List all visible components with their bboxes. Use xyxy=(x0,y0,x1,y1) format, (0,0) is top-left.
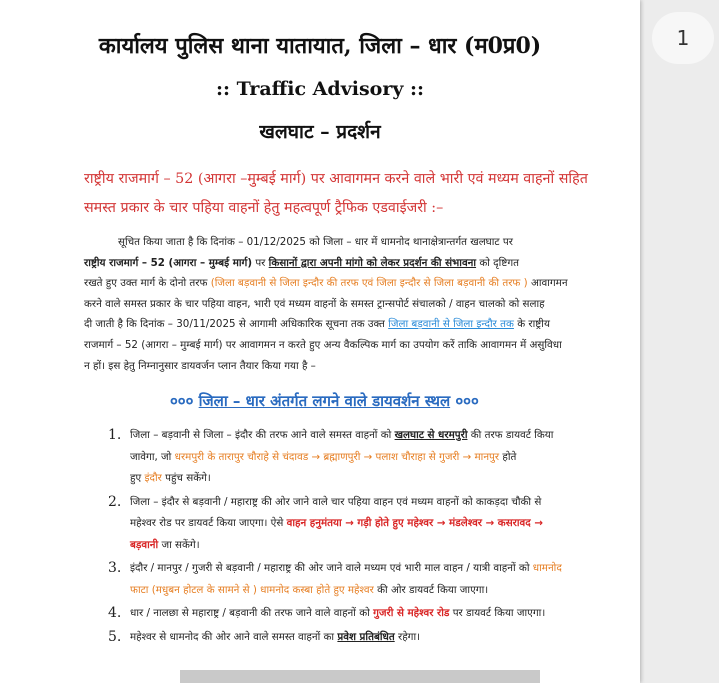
protest-notice: किसानों द्वारा अपनी मांगो को लेकर प्रदर्शन की संभावना xyxy=(268,256,477,269)
item-text: की ओर डायवर्ट किया जाएगा। xyxy=(373,583,489,596)
paragraph-text: सूचित किया जाता है कि दिनांक – 01/12/2025 को जिला – धार में धामनोद थानाक्षेत्रान्तर्गत खलघाट पर xyxy=(118,236,513,248)
item-line xyxy=(130,535,638,557)
list-item xyxy=(108,603,638,625)
item-text: होते xyxy=(499,450,517,463)
item-text: पर डायवर्ट किया जाएगा। xyxy=(449,607,546,619)
lead-statement xyxy=(84,165,628,223)
paragraph-text: को दृष्टिगत xyxy=(476,256,519,269)
item-line xyxy=(130,580,638,602)
route-highlight: वाहन हनुमंतया → गड़ी होते हुए महेश्वर → मंडलेश्वर → कसरावद → xyxy=(286,517,543,529)
item-text: की तरफ डायवर्ट किया xyxy=(467,429,554,441)
list-item xyxy=(108,627,638,649)
heading-ornament: ००० xyxy=(455,392,479,410)
list-item xyxy=(108,492,638,557)
item-line xyxy=(130,492,638,514)
paragraph-text: न हों। इस हेतु निम्नानुसार डायवर्जन प्लान तैयार किया गया है – xyxy=(84,359,316,372)
item-text: जावेगा, जो xyxy=(130,450,175,463)
affected-stretch: जिला बड़वानी से जिला इन्दौर तक xyxy=(388,318,514,331)
paragraph-line xyxy=(84,253,630,274)
paragraph-text: रखते हुए उक्त मार्ग के दोनो तरफ xyxy=(84,277,211,290)
item-text: महेश्वर रोड पर डायवर्ट किया जाएगा। ऐसे xyxy=(130,517,287,529)
office-title: कार्यालय पुलिस थाना यातायात, जिला – धार (म0प्र0) xyxy=(98,33,542,59)
item-text: जा सकेंगे। xyxy=(158,538,200,551)
route-highlight: धामनोद xyxy=(532,562,562,574)
paragraph-text: दी जाती है कि दिनांक – 30/11/2025 से आगामी अधिकारिक सूचना तक उक्त xyxy=(84,318,389,331)
paragraph-line xyxy=(84,356,630,377)
item-line xyxy=(130,513,638,535)
paragraph-line xyxy=(84,335,630,356)
page-number-badge: 1 xyxy=(652,12,714,64)
paragraph-text: राजमार्ग – 52 (आगरा – मुम्बई मार्ग) पर आवागमन न करते हुए अन्य वैकल्पिक मार्ग का उपयोग करें ताकि आवागमन में असुविधा xyxy=(84,338,562,351)
item-number: 4. xyxy=(108,605,122,621)
item-line xyxy=(130,603,638,625)
item-number: 1. xyxy=(108,427,122,443)
route-highlight: इंदौर xyxy=(144,472,162,484)
item-line xyxy=(130,447,638,469)
item-text: महेश्वर से धामनोद की ओर आने वाले समस्त वाहनों का xyxy=(130,630,338,643)
item-line xyxy=(130,468,638,490)
heading-ornament: ००० xyxy=(170,392,194,410)
route-highlight: फाटा (मधुबन होटल के सामने से ) धामनोद कस्बा होते हुए महेश्वर xyxy=(130,583,374,596)
diversion-list xyxy=(108,425,638,650)
item-line xyxy=(130,558,638,580)
item-number: 2. xyxy=(108,493,122,510)
route-highlight: खलघाट से धरमपुरी xyxy=(394,429,468,441)
advisory-heading: :: Traffic Advisory :: xyxy=(215,78,425,100)
entry-banned: प्रवेश प्रतिबंधित xyxy=(337,630,395,643)
paragraph-text: आवागमन xyxy=(527,277,568,290)
heading-text: जिला – धार अंतर्गत लगने वाले डायवर्शन स्थल xyxy=(198,392,451,410)
route-highlight: गुजरी से महेश्वर रोड xyxy=(373,607,450,619)
item-text: इंदौर / मानपुर / गुजरी से बड़वानी / महाराष्ट्र की ओर जाने वाले मध्यम एवं भारी माल वाहन / यात्री वाहनों को xyxy=(130,562,533,574)
highway-name: राष्ट्रीय राजमार्ग – 52 (आगरा – मुम्बई मार्ग) xyxy=(84,256,253,269)
item-text: जिला – बड़वानी से जिला – इंदौर की तरफ आने वाले समस्त वाहनों को xyxy=(130,429,395,441)
notice-paragraph xyxy=(84,232,630,376)
item-text: धार / नालछा से महाराष्ट्र / बड़वानी की तरफ जाने वाले वाहनों को xyxy=(130,607,374,619)
item-line xyxy=(130,425,638,447)
item-number: 3. xyxy=(108,560,122,576)
lead-line: समस्त प्रकार के चार पहिया वाहनों हेतु महत्वपूर्ण ट्रैफिक एडवाईजरी :– xyxy=(84,200,444,216)
diversion-heading xyxy=(170,391,479,411)
lead-line: राष्ट्रीय राजमार्ग – 52 (आगरा –मुम्बई मार्ग) पर आवागमन करने वाले भारी एवं मध्यम वाहनों सहित xyxy=(84,171,588,187)
paragraph-line xyxy=(84,273,630,294)
route-highlight: बड़वानी xyxy=(130,538,159,551)
list-item xyxy=(108,558,638,601)
item-text: हुए xyxy=(130,472,145,484)
route-highlight: धरमपुरी के तारापुर चौराहे से चंदावड → ब्रह्माणपुरी → पलाश चौराहा से गुजरी → मानपुर xyxy=(174,450,500,463)
subject-heading: खलघाट – प्रदर्शन xyxy=(259,121,381,143)
horizontal-scrollbar[interactable] xyxy=(180,670,540,683)
direction-note: (जिला बड़वानी से जिला इन्दौर की तरफ एवं जिला इन्दौर से जिला बड़वानी की तरफ ) xyxy=(210,277,528,290)
paragraph-line xyxy=(84,232,630,253)
item-text: जिला – इंदौर से बड़वानी / महाराष्ट्र की ओर जाने वाले चार पहिया वाहन एवं मध्यम वाहनों को काकड़दा चौकी से xyxy=(130,495,542,508)
item-text: रहेगा। xyxy=(394,630,421,643)
item-text: पहुंच सकेंगे। xyxy=(161,472,211,484)
paragraph-line xyxy=(84,294,630,315)
paragraph-text: पर xyxy=(252,256,269,269)
list-item xyxy=(108,425,638,490)
paragraph-line xyxy=(84,314,630,335)
paragraph-text: के राष्ट्रीय xyxy=(513,318,550,331)
item-number: 5. xyxy=(108,628,122,645)
paragraph-text: करने वाले समस्त प्रकार के चार पहिया वाहन, भारी एवं मध्यम वाहनों के समस्त ट्रान्सपोर्ट संचालको / वाहन चालको को सलाह xyxy=(84,297,545,310)
item-line xyxy=(130,627,638,649)
